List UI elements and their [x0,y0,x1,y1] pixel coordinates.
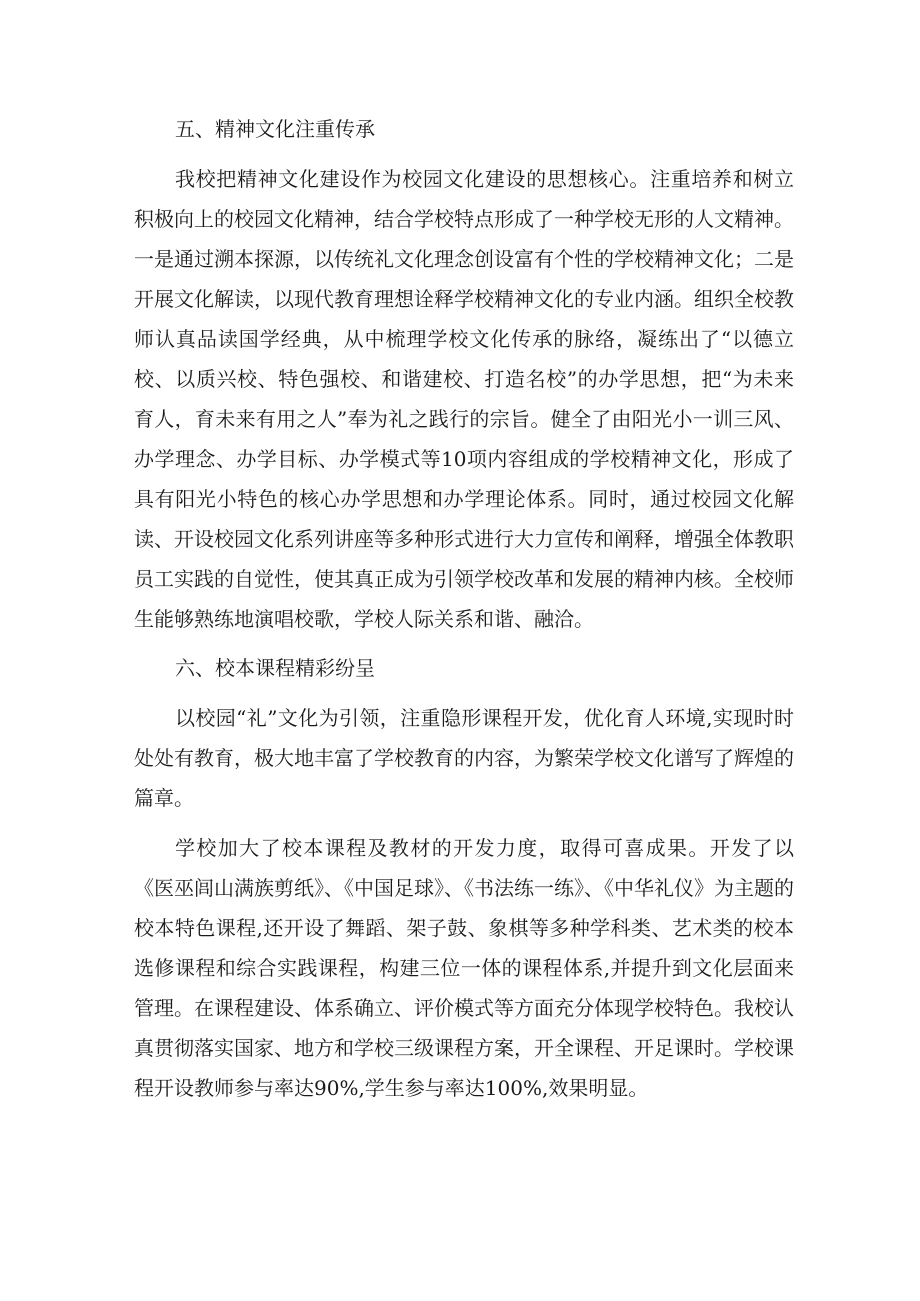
paragraph-spirit-culture: 我校把精神文化建设作为校园文化建设的思想核心。注重培养和树立积极向上的校园文化精神，结合学校特点形成了一种学校无形的人文精神。一是通过溯本探源，以传统礼文化理念创设富有个性的学校精神文化；二是开展文化解读，以现代教育理想诠释学校精神文化的专业内涵。组织全校教师认真品读国学经典，从中梳理学校文化传承的脉络，凝练出了“以德立校、以质兴校、特色强校、和谐建校、打造名校”的办学思想，把“为未来育人，育未来有用之人”奉为礼之践行的宗旨。健全了由阳光小一训三风、办学理念、办学目标、办学模式等10项内容组成的学校精神文化，形成了具有阳光小特色的核心办学思想和办学理论体系。同时，通过校园文化解读、开设校园文化系列讲座等多种形式进行大力宣传和阐释，增强全体教职员工实践的自觉性，使其真正成为引领学校改革和发展的精神内核。全校师生能够熟练地演唱校歌，学校人际关系和谐、融洽。 [134,167,794,631]
paragraph-curriculum-development: 学校加大了校本课程及教材的开发力度，取得可喜成果。开发了以《医巫闾山满族剪纸》、《中国足球》、《书法练一练》、《中华礼仪》为主题的校本特色课程,还开设了舞蹈、架子鼓、象棋等多种学科类、艺术类的校本选修课程和综合实践课程，构建三位一体的课程体系,并提升到文化层面来管理。在课程建设、体系确立、评价模式等方面充分体现学校特色。我校认真贯彻落实国家、地方和学校三级课程方案，开全课程、开足课时。学校课程开设教师参与率达90%,学生参与率达100%,效果明显。 [134,836,794,1100]
paragraph-curriculum-intro: 以校园“礼”文化为引领，注重隐形课程开发，优化育人环境,实现时时处处有教育，极大地丰富了学校教育的内容，为繁荣学校文化谱写了辉煌的篇章。 [134,706,794,810]
section-heading-spirit-culture: 五、精神文化注重传承 [175,117,375,141]
document-body [134,110,794,1118]
section-heading-school-curriculum: 六、校本课程精彩纷呈 [175,656,375,680]
